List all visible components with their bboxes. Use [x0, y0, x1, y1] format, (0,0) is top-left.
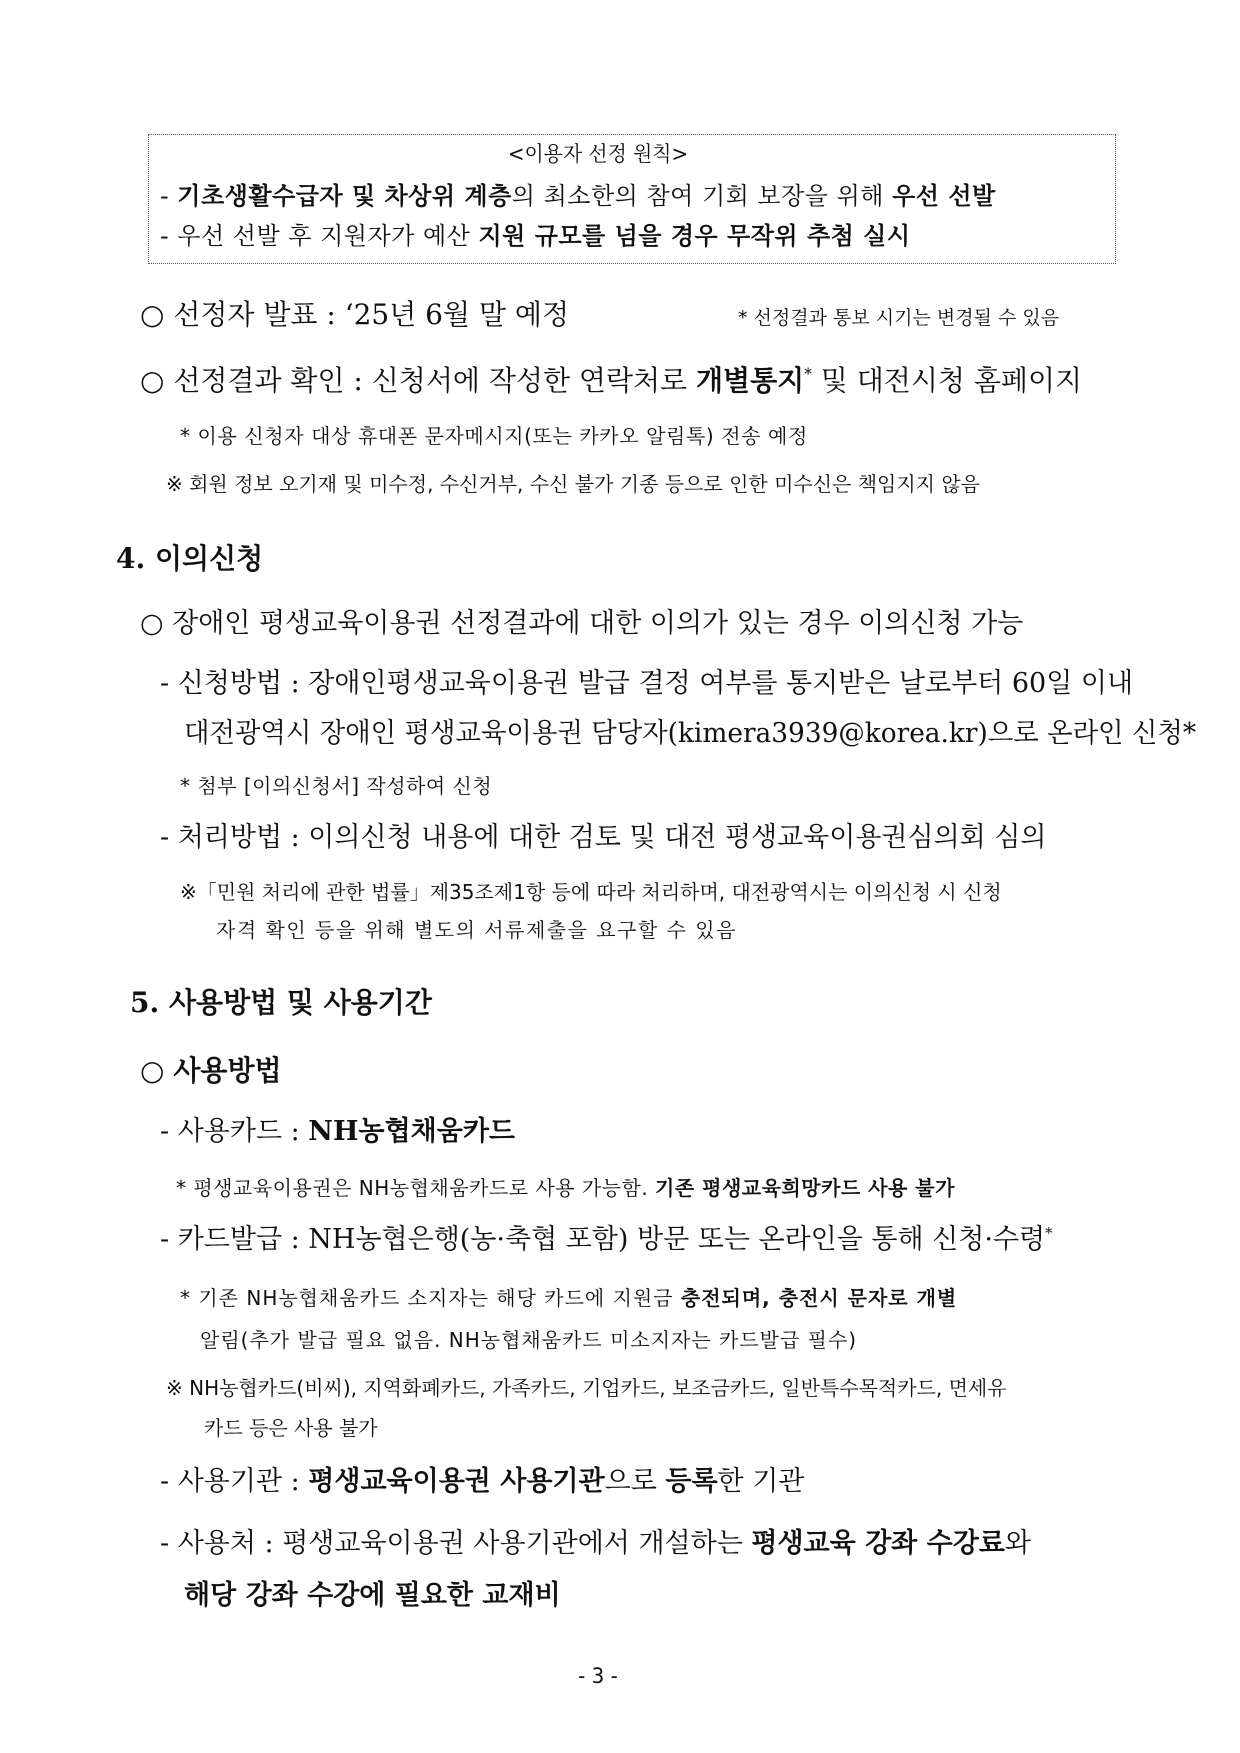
s5-issue-note-1: * 기존 NH농협채움카드 소지자는 해당 카드에 지원금 충전되며, 충전시 문자로 개별 — [180, 1286, 958, 1310]
page-number: - 3 - — [578, 1664, 618, 1688]
s5-issue-note-2: 알림(추가 발급 필요 없음. NH농협채움카드 미소지자는 카드발급 필수) — [200, 1328, 858, 1352]
box-line-2: - 우선 선발 후 지원자가 예산 지원 규모를 넘을 경우 무작위 추첨 실시 — [160, 222, 911, 250]
box-line-1: - 기초생활수급자 및 차상위 계층의 최소한의 참여 기회 보장을 위해 우선 선발 — [160, 182, 996, 210]
announce-line: ○ 선정자 발표 : ‘25년 6월 말 예정 — [140, 298, 569, 331]
s5-card-note: * 평생교육이용권은 NH농협채움카드로 사용 가능함. 기존 평생교육희망카드 사용 불가 — [176, 1176, 955, 1200]
s4-method-line-2: 대전광역시 장애인 평생교육이용권 담당자(kimera3939@korea.kr)으로 온라인 신청* — [184, 718, 1197, 749]
s5-issue: - 카드발급 : NH농협은행(농·축협 포함) 방문 또는 온라인을 통해 신청·수령* — [160, 1224, 1053, 1255]
section-4-heading: 4. 이의신청 — [116, 542, 264, 575]
s5-excluded-line-1: ※ NH농협카드(비씨), 지역화폐카드, 가족카드, 기업카드, 보조금카드, 일반특수목적카드, 면세유 — [166, 1376, 1007, 1400]
s5-institution: - 사용기관 : 평생교육이용권 사용기관으로 등록한 기관 — [160, 1466, 805, 1497]
s4-process: - 처리방법 : 이의신청 내용에 대한 검토 및 대전 평생교육이용권심의회 심의 — [160, 822, 1047, 853]
s4-law-line-1: ※「민원 처리에 관한 법률」제35조제1항 등에 따라 처리하며, 대전광역시는 이의신청 시 신청 — [180, 880, 1002, 904]
box-title: <이용자 선정 원칙> — [507, 142, 689, 166]
s5-sub-heading: ○ 사용방법 — [140, 1054, 282, 1087]
s5-card: - 사용카드 : NH농협채움카드 — [160, 1116, 515, 1147]
s4-method-line-1: - 신청방법 : 장애인평생교육이용권 발급 결정 여부를 통지받은 날로부터 60일 이내 — [160, 668, 1134, 699]
section-5-heading: 5. 사용방법 및 사용기간 — [130, 986, 432, 1019]
announce-note: * 선정결과 통보 시기는 변경될 수 있음 — [738, 307, 1060, 329]
s4-attach-note: * 첨부 [이의신청서] 작성하여 신청 — [180, 774, 493, 798]
s4-intro: ○ 장애인 평생교육이용권 선정결과에 대한 이의가 있는 경우 이의신청 가능 — [140, 608, 1024, 639]
note-sms: * 이용 신청자 대상 휴대폰 문자메시지(또는 카카오 알림톡) 전송 예정 — [180, 424, 808, 448]
s5-place-line-2: 해당 강좌 수강에 필요한 교재비 — [184, 1580, 561, 1611]
s5-excluded-line-2: 카드 등은 사용 불가 — [204, 1416, 378, 1440]
confirm-line: ○ 선정결과 확인 : 신청서에 작성한 연락처로 개별통지* 및 대전시청 홈페이지 — [140, 364, 1083, 397]
s4-law-line-2: 자격 확인 등을 위해 별도의 서류제출을 요구할 수 있음 — [216, 918, 737, 942]
note-responsibility: ※ 회원 정보 오기재 및 미수정, 수신거부, 수신 불가 기종 등으로 인한 미수신은 책임지지 않음 — [166, 472, 980, 496]
s5-place-line-1: - 사용처 : 평생교육이용권 사용기관에서 개설하는 평생교육 강좌 수강료와 — [160, 1528, 1031, 1559]
